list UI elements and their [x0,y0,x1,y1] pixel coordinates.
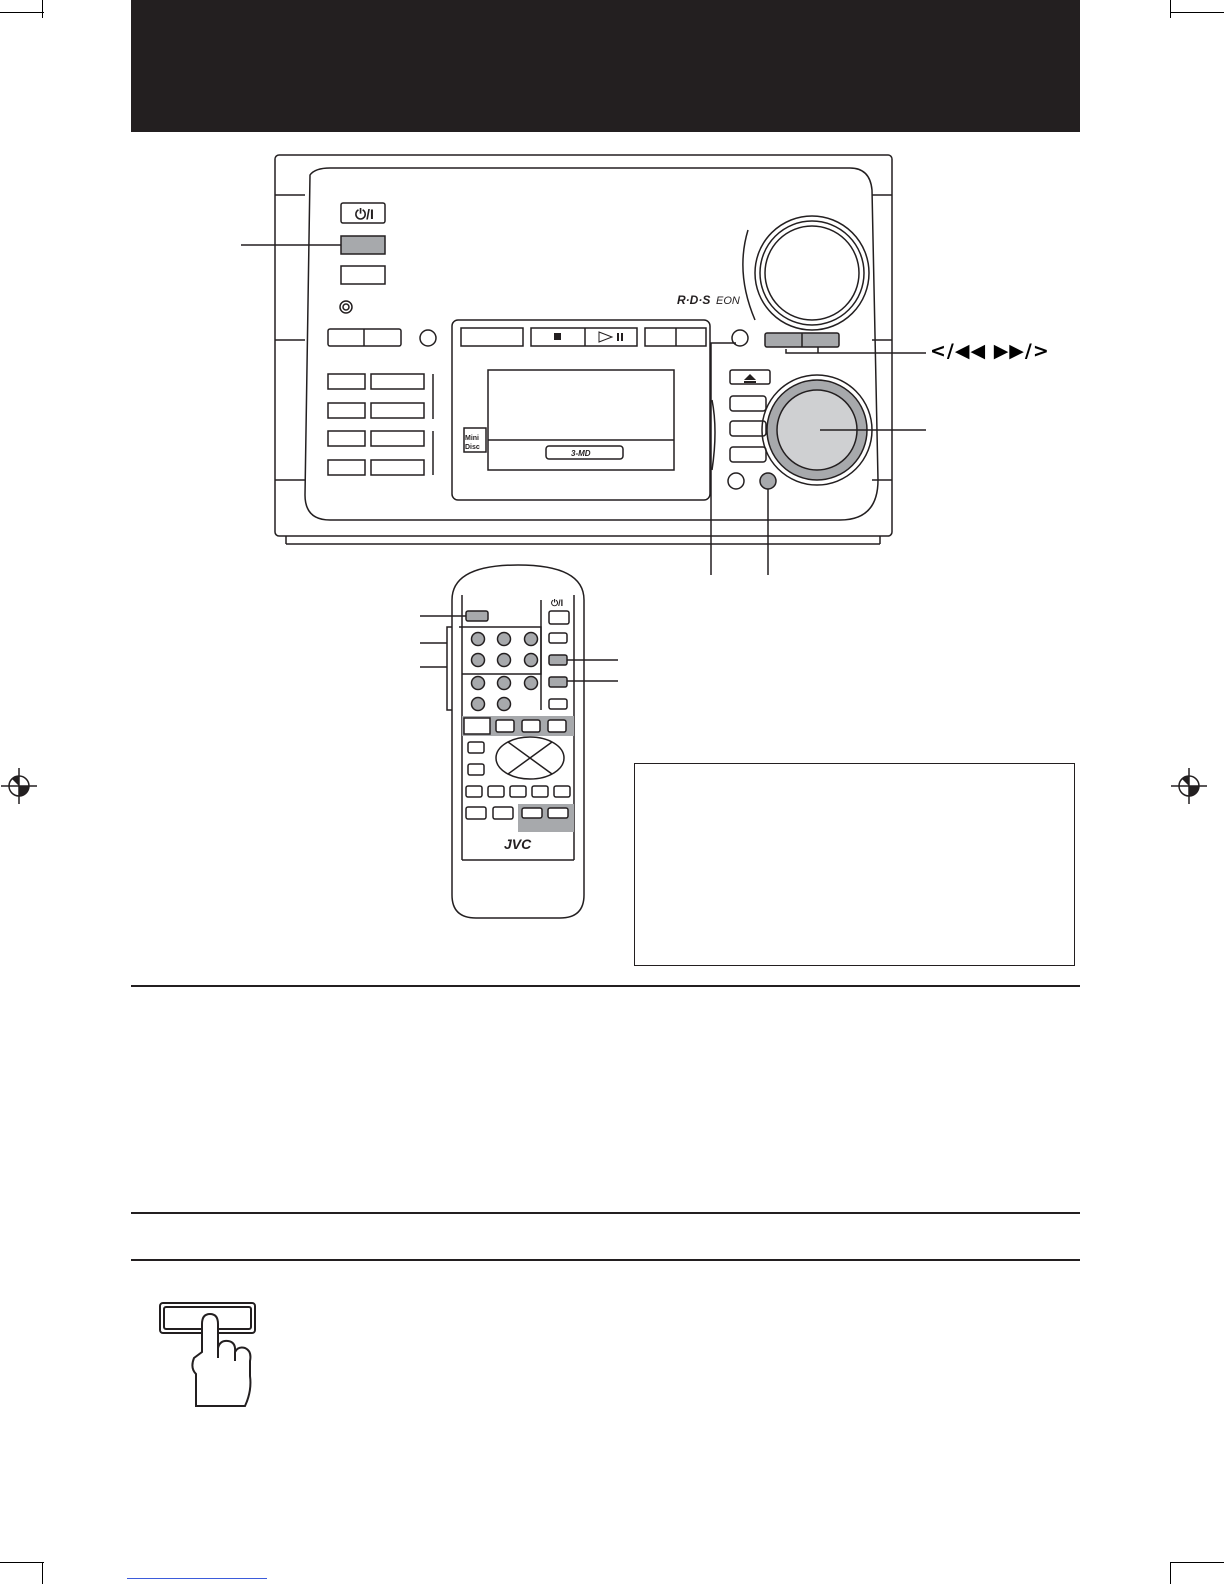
remote-brand-logo: JVC [504,836,532,852]
remote-power-label: ⏻/I [551,598,564,608]
section-rule [131,1212,1080,1214]
stop-icon [554,333,561,340]
svg-text:Disc: Disc [465,444,480,451]
skip-buttons-label: </◀◀ ▶▶/> [930,340,1050,362]
eject-icon [744,374,756,380]
section-rule [131,985,1080,987]
minidisc-logo: Mini [465,435,479,442]
rds-logo: R·D·S [677,293,711,307]
play-pause-icon [599,332,612,342]
finger-press-icon [150,1296,270,1414]
eon-label: EON [716,295,740,307]
crop-mark [0,1562,44,1563]
info-box [634,763,1075,966]
bottom-link-underline [127,1578,267,1579]
crop-mark [1170,1562,1224,1563]
power-label: ⏻/I [355,206,374,222]
crop-mark [42,1562,43,1584]
crop-mark [1170,1562,1171,1584]
md-badge: 3-MD [571,449,591,458]
section-rule [131,1259,1080,1261]
